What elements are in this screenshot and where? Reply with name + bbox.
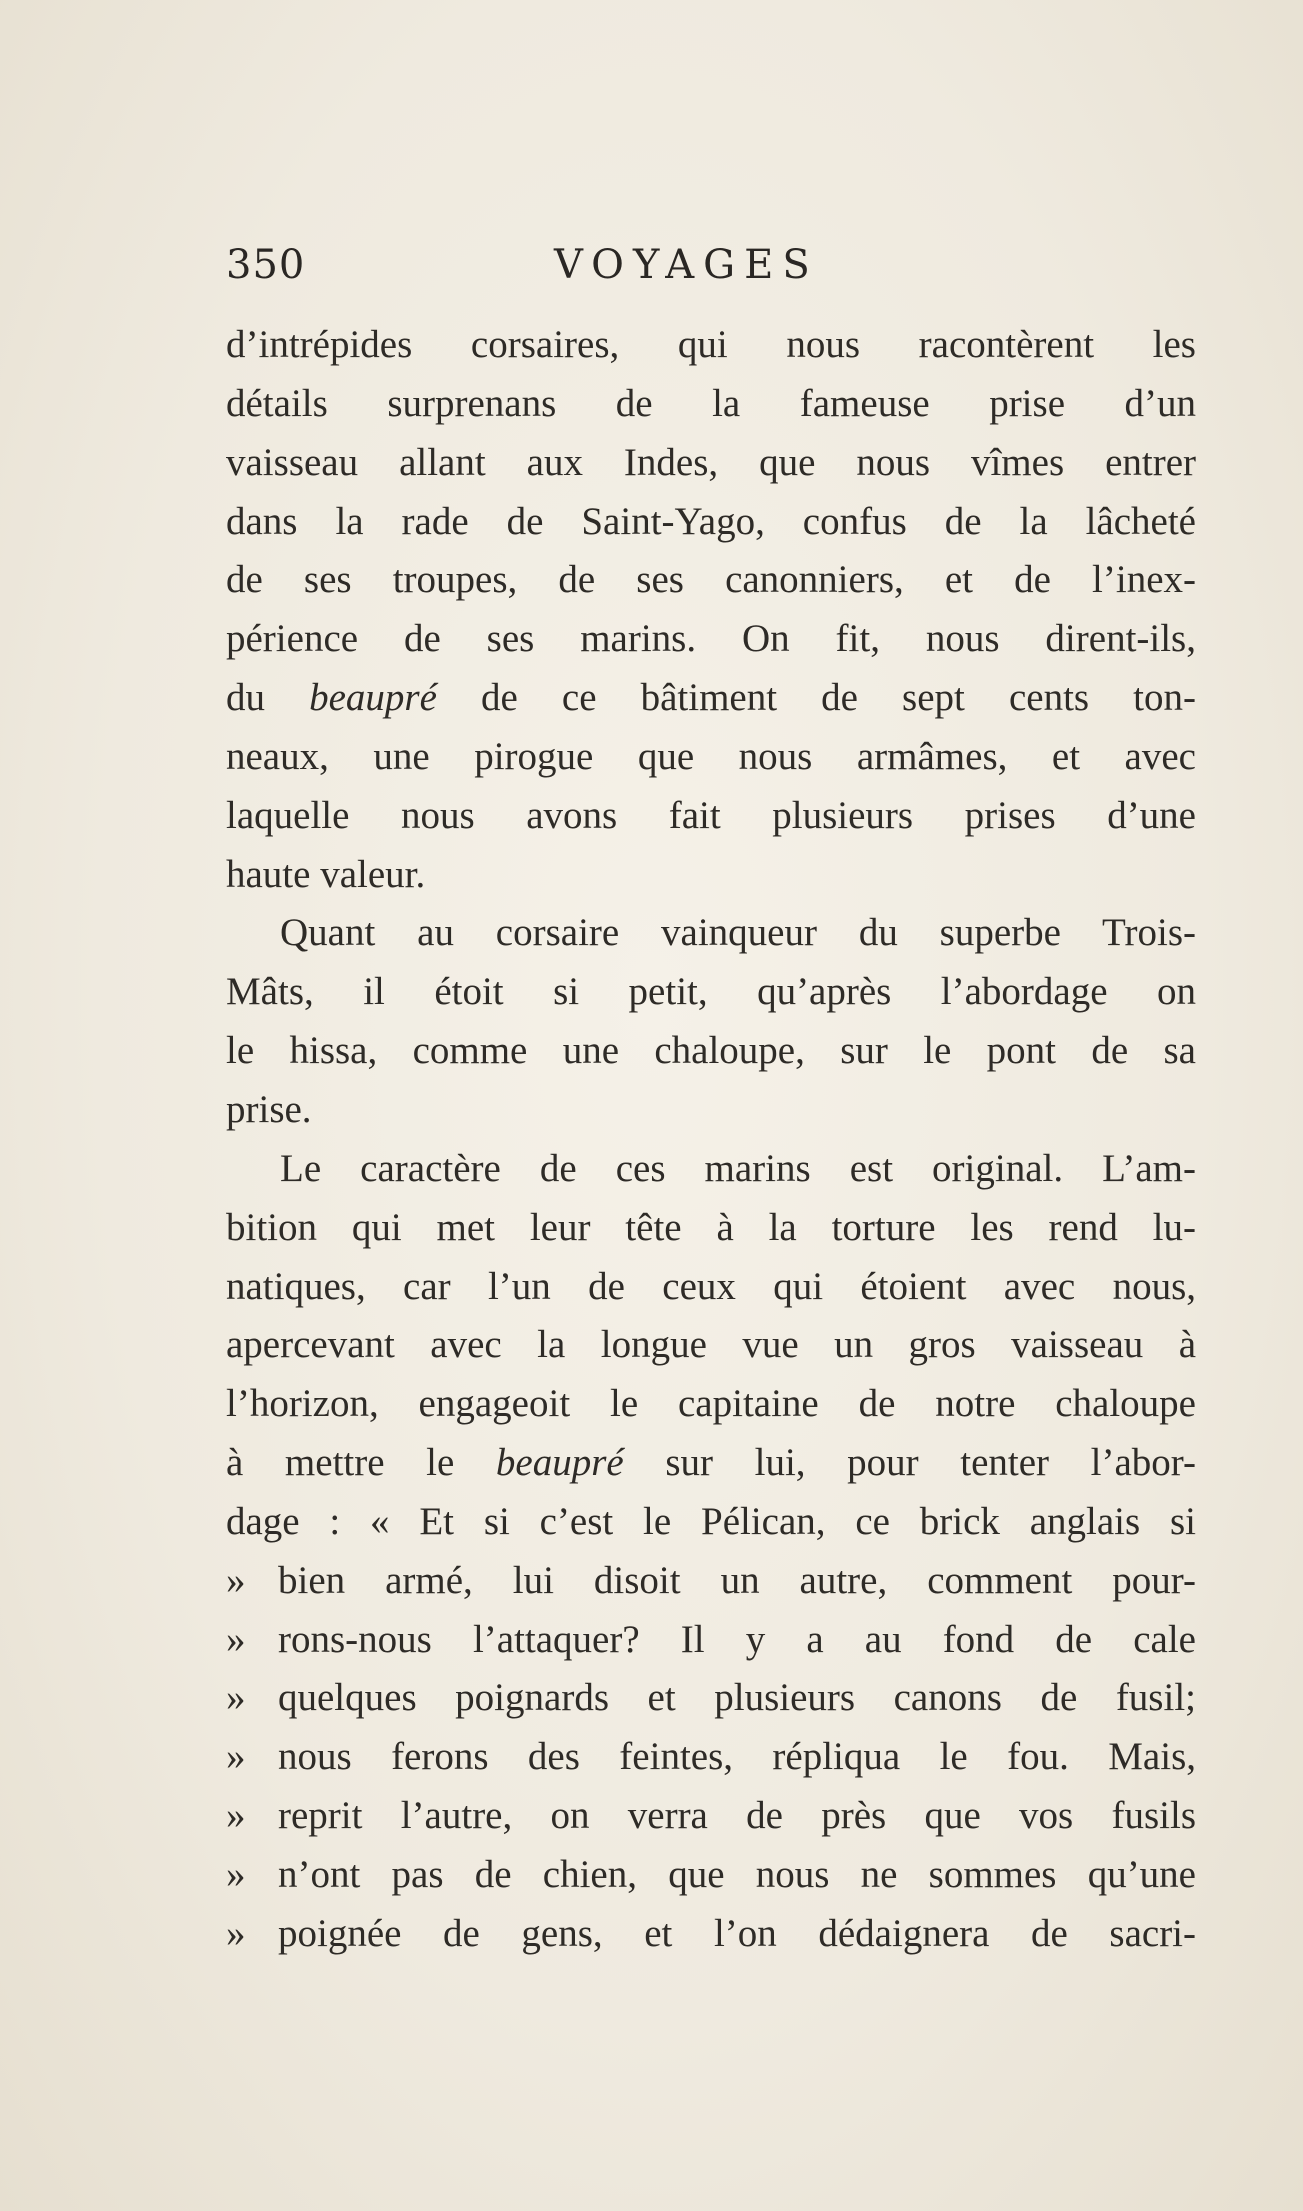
quote-mark: »	[226, 1852, 246, 1896]
text-line: dage : « Et si c’est le Pélican, ce brick anglais si	[226, 1499, 1196, 1543]
page-header	[226, 242, 1196, 302]
quote-mark: »	[226, 1617, 246, 1661]
quote-mark: »	[226, 1911, 246, 1955]
running-head: VOYAGES	[554, 242, 819, 288]
text-line: d’intrépides corsaires, qui nous racontèrent les	[226, 323, 1196, 366]
quoted-line: » bien armé, lui disoit un autre, comment pour-	[226, 1552, 1196, 1611]
text-line: apercevant avec la longue vue un gros vaisseau à	[226, 1323, 1196, 1367]
text-line: Quant au corsaire vainqueur du superbe Trois-	[280, 911, 1196, 955]
quoted-line: » quelques poignards et plusieurs canons de fusil;	[226, 1669, 1196, 1728]
quote-mark: »	[226, 1676, 246, 1720]
text-line: haute valeur.	[226, 852, 426, 896]
text-line: détails surprenans de la fameuse prise d’un	[226, 381, 1196, 425]
quoted-line: » rons-nous l’attaquer? Il y a au fond de cale	[226, 1611, 1196, 1670]
text-line: vaisseau allant aux Indes, que nous vîmes entrer	[226, 440, 1196, 484]
text-line: natiques, car l’un de ceux qui étoient avec nous,	[226, 1264, 1196, 1308]
italic-term: beaupré	[309, 676, 437, 720]
page-number: 350	[226, 242, 306, 288]
italic-term: beaupré	[495, 1441, 624, 1485]
text-line: Mâts, il étoit si petit, qu’après l’abordage on	[226, 970, 1196, 1014]
text-line: l’horizon, engageoit le capitaine de notre chaloupe	[226, 1382, 1196, 1426]
body-text	[226, 316, 1196, 1964]
text-line: bition qui met leur tête à la torture les rend lu-	[226, 1205, 1196, 1249]
text-line: Le caractère de ces marins est original. L’am-	[280, 1146, 1196, 1190]
quote-mark: »	[226, 1558, 246, 1602]
quoted-line: » reprit l’autre, on verra de près que vos fusils	[226, 1787, 1196, 1846]
text-line: prise.	[226, 1087, 312, 1131]
text-line: le hissa, comme une chaloupe, sur le pont de sa	[226, 1029, 1196, 1073]
quoted-line: » n’ont pas de chien, que nous ne sommes qu’une	[226, 1846, 1196, 1905]
text-line: laquelle nous avons fait plusieurs prises d’une	[226, 793, 1196, 837]
quote-mark: »	[226, 1735, 246, 1779]
text-line: de ses troupes, de ses canonniers, et de l’inex-	[226, 558, 1196, 602]
quoted-line: » nous ferons des feintes, répliqua le fou. Mais,	[226, 1728, 1196, 1787]
text-line: périence de ses marins. On fit, nous dirent-ils,	[226, 617, 1196, 661]
text-line: dans la rade de Saint-Yago, confus de la lâcheté	[226, 499, 1196, 543]
text-line: du beaupré de ce bâtiment de sept cents ton-	[226, 676, 1197, 720]
quote-mark: »	[226, 1794, 246, 1838]
text-line: neaux, une pirogue que nous armâmes, et avec	[226, 734, 1196, 778]
text-line: à mettre le beaupré sur lui, pour tenter l’abor-	[226, 1441, 1196, 1485]
quoted-line: » poignée de gens, et l’on dédaignera de sacri-	[226, 1905, 1196, 1964]
